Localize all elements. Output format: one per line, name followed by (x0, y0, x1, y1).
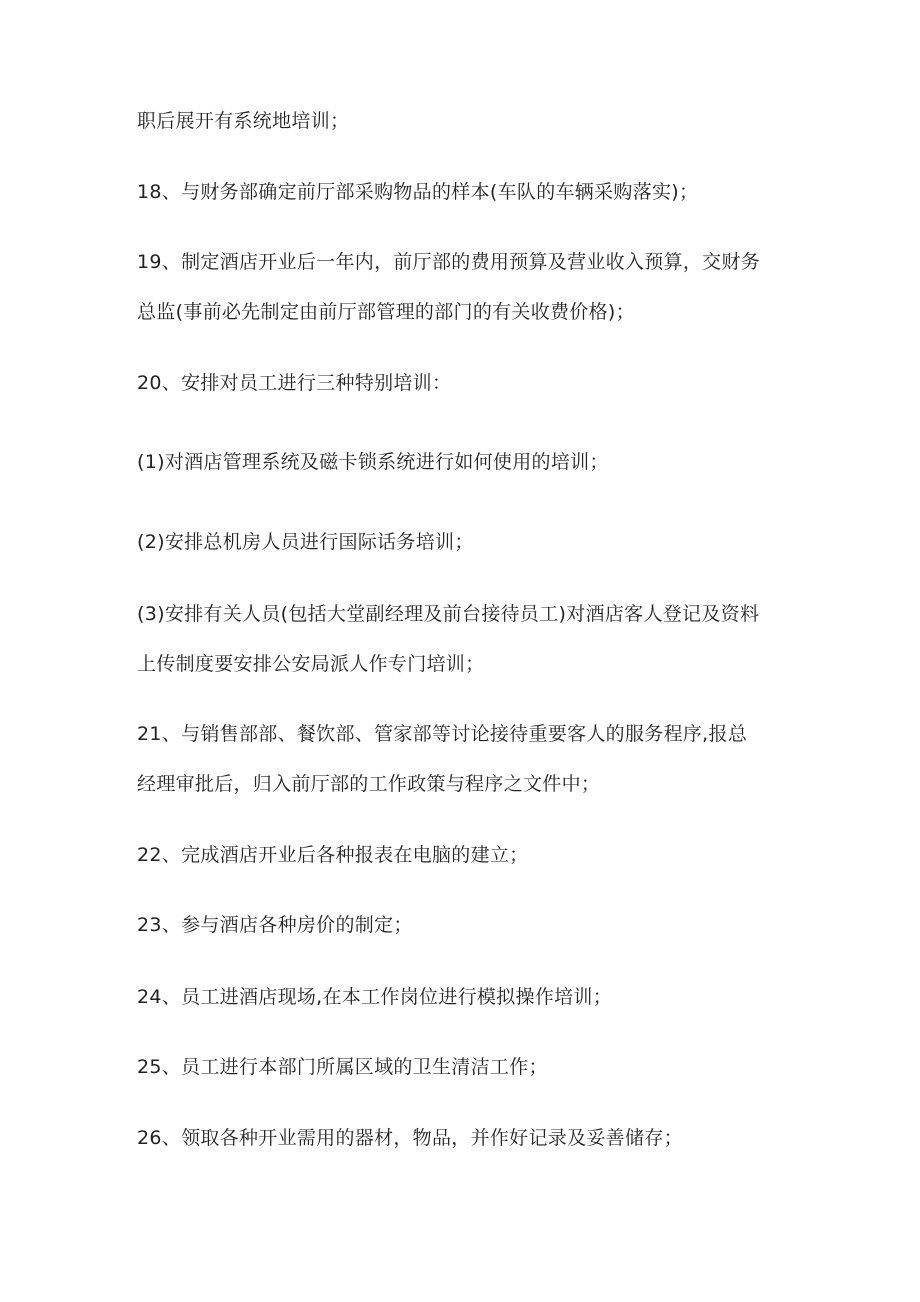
item-20: 20、安排对员工进行三种特别培训： (137, 372, 452, 394)
item-20-sub-3-line-2: 上传制度要安排公安局派人作专门培训； (137, 653, 485, 675)
item-20-sub-1: (1)对酒店管理系统及磁卡锁系统进行如何使用的培训； (137, 451, 609, 473)
item-20-sub-3-line-1: (3)安排有关人员(包括大堂副经理及前台接待员工)对酒店客人登记及资料 (137, 603, 760, 625)
item-21-line-1: 21、与销售部部、餐饮部、管家部等讨论接待重要客人的服务程序,报总 (137, 723, 748, 745)
item-18: 18、与财务部确定前厅部采购物品的样本(车队的车辆采购落实)； (137, 181, 699, 203)
item-24: 24、员工进酒店现场,在本工作岗位进行模拟操作培训； (137, 986, 613, 1008)
item-19-line-2: 总监(事前必先制定由前厅部管理的部门的有关收费价格)； (137, 301, 635, 323)
item-21-line-2: 经理审批后，归入前厅部的工作政策与程序之文件中； (137, 773, 601, 795)
item-19-line-1: 19、制定酒店开业后一年内，前厅部的费用预算及营业收入预算，交财务 (137, 251, 761, 273)
item-25: 25、员工进行本部门所属区域的卫生清洁工作； (137, 1056, 548, 1078)
item-22: 22、完成酒店开业后各种报表在电脑的建立； (137, 844, 529, 866)
item-20-sub-2: (2)安排总机房人员进行国际话务培训； (137, 531, 474, 553)
item-26: 26、领取各种开业需用的器材，物品，并作好记录及妥善储存； (137, 1127, 683, 1149)
text-line-continuation: 职后展开有系统地培训； (137, 110, 350, 132)
item-23: 23、参与酒店各种房价的制定； (137, 914, 413, 936)
